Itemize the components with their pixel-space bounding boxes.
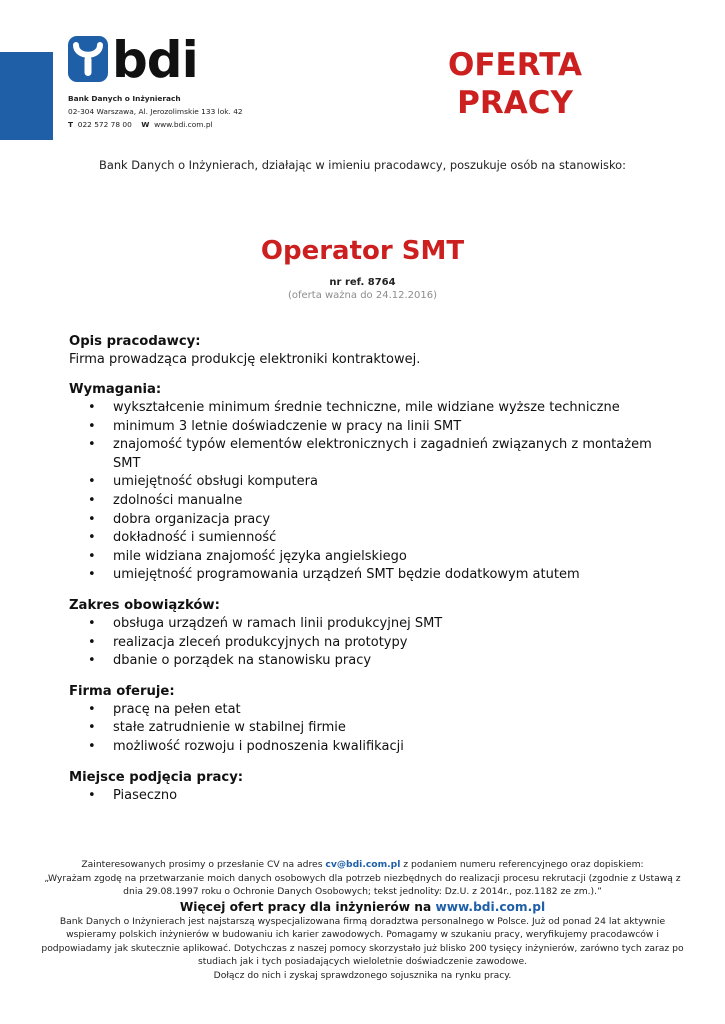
more-offers: Więcej ofert pracy dla inżynierów na www.bdi.com.pl	[179, 899, 546, 914]
join-text: Dołącz do nich i zyskaj sprawdzonego sojusznika na rynku pracy.	[213, 969, 512, 981]
list-item: • zdolności manualne	[88, 492, 243, 508]
requirements-section	[69, 381, 669, 585]
website-link[interactable]: www.bdi.com.pl	[435, 899, 546, 914]
duties-section	[69, 597, 669, 671]
company-name: Bank Danych o Inżynierach	[68, 94, 181, 103]
list-item: • obsługa urządzeń w ramach linii produkcyjnej SMT	[88, 615, 443, 631]
employer-description: Firma prowadząca produkcję elektroniki kontraktowej.	[69, 352, 421, 367]
requirements-list	[69, 399, 669, 585]
list-item: • dokładność i sumienność	[88, 530, 277, 546]
bdi-logo-icon	[68, 36, 108, 82]
list-item: • mile widziana znajomość języka angielskiego	[88, 548, 407, 564]
cv-instructions: Zainteresowanych prosimy o przesłanie CV na adres cv@bdi.com.pl z podaniem numeru referencyjnego oraz dopiskiem:	[81, 859, 644, 870]
company-phone: 022 572 78 00	[77, 120, 132, 129]
offer-section	[69, 683, 669, 757]
section-title: Opis pracodawcy:	[69, 334, 201, 349]
company-website[interactable]: www.bdi.com.pl	[154, 120, 213, 129]
location-section	[69, 769, 669, 806]
position-title: Operator SMT	[260, 236, 465, 266]
employer-section	[69, 333, 669, 369]
footer	[40, 858, 685, 982]
section-title: Miejsce podjęcia pracy:	[69, 769, 244, 785]
location-list	[69, 787, 669, 806]
list-item: • dobra organizacja pracy	[88, 511, 271, 527]
list-item: • stałe zatrudnienie w stabilnej firmie	[88, 720, 346, 736]
list-item: • realizacja zleceń produkcyjnych na prototypy	[88, 634, 408, 650]
offer-validity: (oferta ważna do 24.12.2016)	[287, 290, 438, 301]
list-item: • dbanie o porządek na stanowisku pracy	[88, 653, 372, 669]
about-text: Bank Danych o Inżynierach jest najstarszą wyspecjalizowana firmą doradztwa personalnego w Polsce. Już od ponad 24 lat aktywnie wspieramy polskich inżynierów w budowaniu ich karier zawodowych. Pomagamy w szukaniu pracy, weryfikujemy pracodawców i podpowiadamy jak skutecznie aplikować. Dotychczas z naszej pomocy skorzystało już blisko 200 tysięcy inżynierów, zarówno tych zaraz po studiach jak i tych posiadających wieloletnie doświadczenie zawodowe.	[41, 915, 684, 967]
list-item: • minimum 3 letnie doświadczenie w pracy na linii SMT	[88, 418, 462, 434]
section-title: Firma oferuje:	[69, 683, 175, 699]
offer-content	[69, 333, 669, 817]
list-item: • umiejętność programowania urządzeń SMT będzie dodatkowym atutem	[88, 567, 580, 583]
section-title: Zakres obowiązków:	[69, 597, 220, 613]
list-item: • pracę na pełen etat	[88, 701, 241, 717]
company-info	[68, 92, 243, 131]
bdi-logo	[68, 31, 198, 89]
logo-text: bdi	[112, 31, 198, 89]
offer-title: OFERTA PRACY	[448, 47, 582, 121]
duties-list	[69, 615, 669, 671]
company-address: 02-304 Warszawa, Al. Jerozolimskie 133 lok. 42	[68, 107, 243, 116]
company-contact: T 022 572 78 00 W www.bdi.com.pl	[68, 120, 213, 129]
list-item: • umiejętność obsługi komputera	[88, 474, 318, 490]
cv-email-link[interactable]: cv@bdi.com.pl	[325, 859, 401, 870]
list-item: • możliwość rozwoju i podnoszenia kwalifikacji	[88, 738, 404, 754]
brand-color-bar	[0, 52, 53, 140]
section-title: Wymagania:	[69, 382, 162, 397]
list-item: • znajomość typów elementów elektronicznych i zagadnień związanych z montażem SMT	[88, 437, 652, 471]
benefits-list	[69, 701, 669, 757]
list-item: • Piaseczno	[88, 787, 178, 803]
intro-text: Bank Danych o Inżynierach, działając w imieniu pracodawcy, poszukuje osób na stanowisko:	[99, 158, 626, 172]
reference-number: nr ref. 8764	[329, 277, 396, 288]
list-item: • wykształcenie minimum średnie techniczne, mile widziane wyższe techniczne	[88, 400, 620, 415]
consent-text: „Wyrażam zgodę na przetwarzanie moich danych osobowych dla potrzeb niezbędnych do realizacji procesu rekrutacji (zgodnie z Ustawą z dnia 29.08.1997 roku o Ochronie Danych Osobowych; tekst jednolity: Dz.U. z 2014r., poz.1182 ze zm.).”	[44, 872, 681, 897]
